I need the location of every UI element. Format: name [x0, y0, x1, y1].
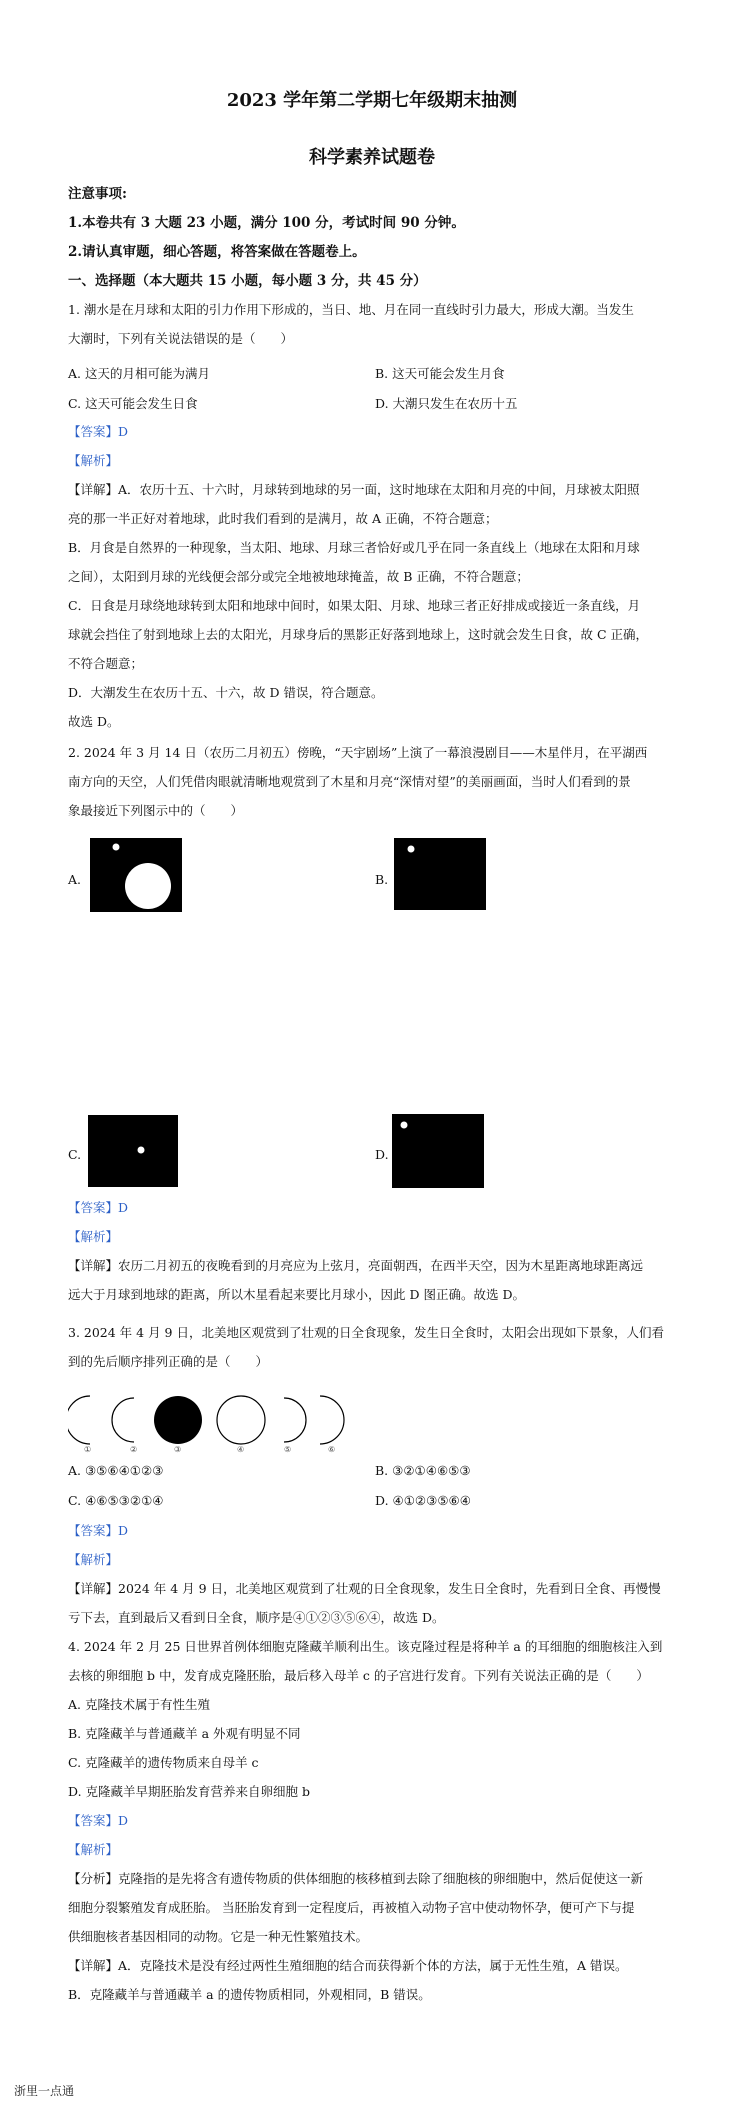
q3-analysis-label: 【解析】 — [68, 1552, 119, 1567]
q4-stem-line: 去核的卵细胞 b 中，发育成克隆胚胎，最后移入母羊 c 的子宫进行发育。下列有关说法正确的是（ ） — [68, 1668, 649, 1683]
q4-answer: 【答案】D — [68, 1813, 129, 1828]
section-heading: 一、选择题（本大题共 15 小题，每小题 3 分，共 45 分） — [68, 273, 427, 289]
q2-figure-c — [88, 1115, 178, 1187]
eclipse-phases-icon — [68, 1393, 388, 1453]
exam-subtitle: 科学素养试题卷 — [309, 147, 435, 168]
q2-figure-b — [394, 838, 486, 910]
q2-detail-line: 远大于月球到地球的距离，所以木星看起来要比月球小，因此 D 图正确。故选 D。 — [68, 1287, 525, 1302]
q1-detail-line: 故选 D。 — [68, 714, 120, 729]
q3-detail-line: 【详解】2024 年 4 月 9 日，北美地区观赏到了壮观的日全食现象，发生日全食时，先看到日全食、再慢慢 — [68, 1581, 661, 1596]
q1-option-b: B. 这天可能会发生月食 — [375, 366, 505, 381]
q1-option-c: C. 这天可能会发生日食 — [68, 396, 198, 411]
q1-stem-line: 1. 潮水是在月球和太阳的引力作用下形成的，当日、地、月在同一直线时引力最大，形成大潮。当发生 — [68, 302, 634, 317]
full-moon-jupiter-icon — [90, 838, 182, 912]
q2-figure-d — [392, 1114, 484, 1188]
q3-stem-line: 到的先后顺序排列正确的是（ ） — [68, 1354, 269, 1369]
q4-option-a: A. 克隆技术属于有性生殖 — [68, 1697, 210, 1712]
q3-option-a: A. ③⑤⑥④①②③ — [68, 1463, 164, 1478]
q4-option-b: B. 克隆藏羊与普通藏羊 a 外观有明显不同 — [68, 1726, 301, 1741]
q3-detail-line: 亏下去，直到最后又看到日全食，顺序是④①②③⑤⑥④，故选 D。 — [68, 1610, 445, 1625]
footer-watermark: 浙里一点通 — [14, 2084, 75, 2098]
q2-option-d-label: D. — [375, 1147, 389, 1162]
q4-fenxi-line: 供细胞核者基因相同的动物。它是一种无性繁殖技术。 — [68, 1929, 369, 1944]
q3-answer: 【答案】D — [68, 1523, 129, 1538]
q4-detail-line: 【详解】A．克隆技术是没有经过两性生殖细胞的结合而获得新个体的方法，属于无性生殖，A 错误。 — [68, 1958, 628, 1973]
phase-label: ④ — [237, 1445, 245, 1454]
waxing-crescent-far-jupiter-icon — [392, 1114, 484, 1188]
phase-label: ③ — [174, 1445, 182, 1454]
q2-detail-line: 【详解】农历二月初五的夜晚看到的月亮应为上弦月，亮面朝西，在西半天空，因为木星距离地球距离远 — [68, 1258, 644, 1273]
q1-detail-line: C．日食是月球绕地球转到太阳和地球中间时，如果太阳、月球、地球三者正好排成或接近一条直线，月 — [68, 598, 641, 613]
notice-item-1: 1.本卷共有 3 大题 23 小题，满分 100 分，考试时间 90 分钟。 — [68, 215, 465, 231]
q2-answer: 【答案】D — [68, 1200, 129, 1215]
q2-option-a-label: A. — [68, 872, 82, 887]
crescent-moon-jupiter-icon — [394, 838, 486, 910]
q4-stem-line: 4. 2024 年 2 月 25 日世界首例体细胞克隆藏羊顺利出生。该克隆过程是将种羊 a 的耳细胞的细胞核注入到 — [68, 1639, 663, 1654]
phase-label: ⑤ — [284, 1445, 292, 1454]
q1-detail-line: 【详解】A．农历十五、十六时，月球转到地球的另一面，这时地球在太阳和月亮的中间，月球被太阳照 — [68, 482, 640, 497]
q4-option-c: C. 克隆藏羊的遗传物质来自母羊 c — [68, 1755, 259, 1770]
q1-detail-line: 球就会挡住了射到地球上去的太阳光，月球身后的黑影正好落到地球上，这时就会发生日食，故 C 正确， — [68, 627, 649, 642]
waxing-crescent-jupiter-icon — [88, 1115, 178, 1187]
q1-answer: 【答案】D — [68, 424, 129, 439]
q2-stem-line: 2. 2024 年 3 月 14 日（农历二月初五）傍晚，“天宇剧场”上演了一幕浪漫剧目——木星伴月，在平湖西 — [68, 745, 648, 760]
q1-detail-line: 之间），太阳到月球的光线便会部分或完全地被地球掩盖，故 B 正确，不符合题意； — [68, 569, 529, 584]
q4-analysis-label: 【解析】 — [68, 1842, 119, 1857]
q1-detail-line: 不符合题意； — [68, 656, 144, 671]
q1-detail-line: B．月食是自然界的一种现象，当太阳、地球、月球三者恰好或几乎在同一条直线上（地球在太阳和月球 — [68, 540, 640, 555]
q3-option-c: C. ④⑥⑤③②①④ — [68, 1493, 164, 1508]
q4-detail-line: B．克隆藏羊与普通藏羊 a 的遗传物质相同，外观相同，B 错误。 — [68, 1987, 431, 2002]
notice-heading: 注意事项: — [68, 186, 127, 202]
q4-fenxi-line: 细胞分裂繁殖发育成胚胎。 当胚胎发育到一定程度后，再被植入动物子宫中使动物怀孕，便可产下与提 — [68, 1900, 635, 1915]
q1-option-d: D. 大潮只发生在农历十五 — [375, 396, 518, 411]
q2-stem-line: 象最接近下列图示中的（ ） — [68, 803, 244, 818]
q4-option-d: D. 克隆藏羊早期胚胎发育营养来自卵细胞 b — [68, 1784, 310, 1799]
q4-fenxi-line: 【分析】克隆指的是先将含有遗传物质的供体细胞的核移植到去除了细胞核的卵细胞中，然后促使这一新 — [68, 1871, 644, 1886]
q2-figure-a — [90, 838, 182, 912]
phase-label: ② — [130, 1445, 138, 1454]
q1-detail-line: 亮的那一半正好对着地球，此时我们看到的是满月，故 A 正确，不符合题意； — [68, 511, 498, 526]
q3-stem-line: 3. 2024 年 4 月 9 日，北美地区观赏到了壮观的日全食现象，发生日全食时，太阳会出现如下景象，人们看 — [68, 1325, 664, 1340]
q2-option-c-label: C. — [68, 1147, 82, 1162]
notice-item-2: 2.请认真审题，细心答题，将答案做在答题卷上。 — [68, 244, 366, 260]
exam-title: 2023 学年第二学期七年级期末抽测 — [226, 90, 518, 111]
q1-stem-line: 大潮时，下列有关说法错误的是（ ） — [68, 331, 294, 346]
q1-option-a: A. 这天的月相可能为满月 — [68, 366, 210, 381]
q3-option-d: D. ④①②③⑤⑥④ — [375, 1493, 471, 1508]
q1-detail-line: D．大潮发生在农历十五、十六，故 D 错误，符合题意。 — [68, 685, 384, 700]
q2-option-b-label: B. — [375, 872, 389, 887]
phase-label: ⑥ — [328, 1445, 336, 1454]
q1-analysis-label: 【解析】 — [68, 453, 119, 468]
q3-option-b: B. ③②①④⑥⑤③ — [375, 1463, 471, 1478]
phase-label: ① — [84, 1445, 92, 1454]
q2-stem-line: 南方向的天空，人们凭借肉眼就清晰地观赏到了木星和月亮“深情对望”的美丽画面，当时人们看到的景 — [68, 774, 631, 789]
q2-analysis-label: 【解析】 — [68, 1229, 119, 1244]
eclipse-sequence-figure — [68, 1393, 388, 1453]
